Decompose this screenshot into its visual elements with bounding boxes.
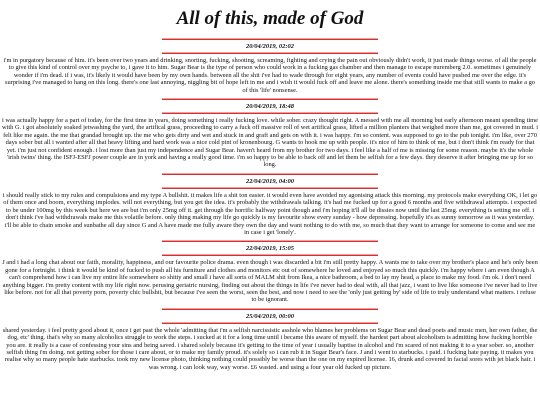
entry-date: 22/04/2019, 15:05 [245, 245, 295, 253]
entry-date: 22/04/2019, 04:00 [245, 177, 295, 185]
divider [162, 254, 378, 256]
blog-entry [0, 98, 540, 169]
blog-entry [0, 308, 540, 371]
divider [162, 112, 378, 114]
divider [162, 173, 378, 175]
entry-date: 20/04/2019, 18:48 [245, 103, 295, 111]
blog-title: All of this, made of God [176, 8, 364, 29]
divider [162, 240, 378, 242]
entry-date: 25/04/2019, 00:00 [245, 312, 295, 320]
blog-entry [0, 173, 540, 236]
entry-text: shared yesterday. i feel pretty good about it, once i get past the whole 'admitting that i'm a selfish narcissistic asshole who blames her problems on Sugar Bear and dead poets and music men, her own father, the dog, etc' thing. that's why so many alcoholics struggle to work the steps. i sucked at it for a long time until i became this aware of myself. the hardest part about alcoholism is admitting how fucking horrible you are. it really is a case of confessing your sins and being saved. i shared solely because it's getting to the time of year i usually baptise in alcohol and i'm scared of not making it to a year sober. so, another selfish thing i'm doing. not getting sober for those i care about, or to make my family proud. it's solely so i can rub it in Sugar Bear's face. J and i went to starbucks. i paid. i fucking hate paying. it makes you realise why so many people hate starbucks. took my new license photo, thinking nothing could possibly be worse than the one on my expired license. 16, drunk and covered in facial sores with jet black hair. i was wrong. i can look way, way worse. £6 wasted. and using a four year old fucked up picture. [2, 326, 538, 371]
divider [162, 52, 378, 54]
entry-text: i was actually happy for a part of today, for the first time in years, doing something i really fucking love. while sober. crazy thought right. A messed with me all morning but early afternoon meant spending time with G. i got absolutely soaked jetwashing the yard, the artifical grass, proceeding to carry a fuck off massive roll of wet artifical grass, lifted a million planters that weighed more than me, got covered in mud. i felt like me again. the me that grandad brought up. the me who gets dirty and wet and stuck in and graft and gets on with it. i was happy. i'm so content. was supposed to go to the pub tonight. i'm like, over 270 days sober but all i wanted after all that heavy lifting and hard work was a nice cold pint of kronenbourg. G wants to hook me up with people. it's nice of him to think of me, but i don't think i'm ready for that yet. i'm just not confident enough. i lost more than just my independence and Sugar Bear. haven't heard from my brother for two days. i feel like a half of me is missing for some reason. maybe it's the whole 'irish twins' thing. the ISFJ-ESFJ power couple are in york and having a really good time. i'm so happy to be able to back off and let them be selfish for a few days. they deserve it after bringing me up for so long. [2, 117, 539, 169]
entry-text: i'm in purgatory because of him. it's been over two years and drinking, snorting, fucking, shooting, screaming, fighting and crying the pain out obviously didn't work, it just made things worse. of all the people to give this kind of control over my psyche to, i gave it to him. Sugar Bear is the type of person who could work in a fucking gas chamber and then manage to escape nuremberg 2.0. sometimes i genuinely wonder if i'm dead. if i was, it's likely it would have been by my own hands. between all the shit i've had to wade through for eight years, any number of events could have pushed me over the edge. it's surprising i've managed to hang on this long. there's one last annoying, niggling bit of hope left in me and i wish it would fuck off and leave me alone. there's something inside me that still wants to make a go of this 'life' nonsense. [3, 57, 537, 94]
divider [162, 187, 378, 189]
blog-entry [0, 38, 540, 94]
divider [162, 322, 378, 324]
blog-entry [0, 240, 540, 303]
blog-page [0, 8, 540, 371]
entry-text: J and i had a long chat about our faith, morality, happiness, and our favourite police drama. even though i was discarded a bit i'm still pretty happy. A wants me to take over my brother's place and he's only been gone for a fortnight. i think it would be kind of fucked to push all his furniture and clothes and monitors etc out of somewhere he loved and enjoyed so much this quickly. i'm happy where i am even though A can't comprehend how i can live my entire life somewhere so shitty and small i have all sorts of MALM shit from Ikea, a nice bathroom, a bed to lay my head, a place to make my food. i'm ok. i don't need anything bigger. i'm pretty content with my life right now. perusing geriatric nursing, finding out about the things in life i've never had to deal with, all that jazz, i want to live like someone i've never had to live like before. not for all that poverty porn, poverty chic bullshit, but because i've seen the worst, seen the best, and now i need to see the 'only just getting by' side of life to truly understand what matters. i refuse to be ignorant. [2, 259, 538, 304]
entry-text: i should really stick to my rules and compulsions and my type A bullshit. it makes life a shit ton easier. it would even have avoided my agonising attack this morning. my protocols make everything OK, i let go of them once and boom, everything implodes. will not everything, but you get the idea. it's probably the withdrawals talking. it's had me fucked up for a good 6 months and five withdrawal attempts. i expected to be under 100mg by this week but here we are but i'm only 25mg off it. get through the horrific halfway point though and i'm hoping it'll all be dissies now until the last 25mg. everything is setting me off. i don't think i've had withdrawals make me this volatile before. only thing making my life go quickly is my favourite show every sunday - how depressing. hopefully it's as sunny tomorrow as it was yesterday. i'll be able to chain smoke and sunbathe all day since G and A have made me fully aware they own the day and want nothing to do with me, so much that they want to arrange for someone to come and see me in case i get 'lonely'. [2, 191, 538, 236]
entry-date: 20/04/2019, 02:02 [245, 43, 295, 50]
divider [162, 308, 378, 310]
divider [162, 98, 378, 100]
divider [162, 38, 378, 40]
